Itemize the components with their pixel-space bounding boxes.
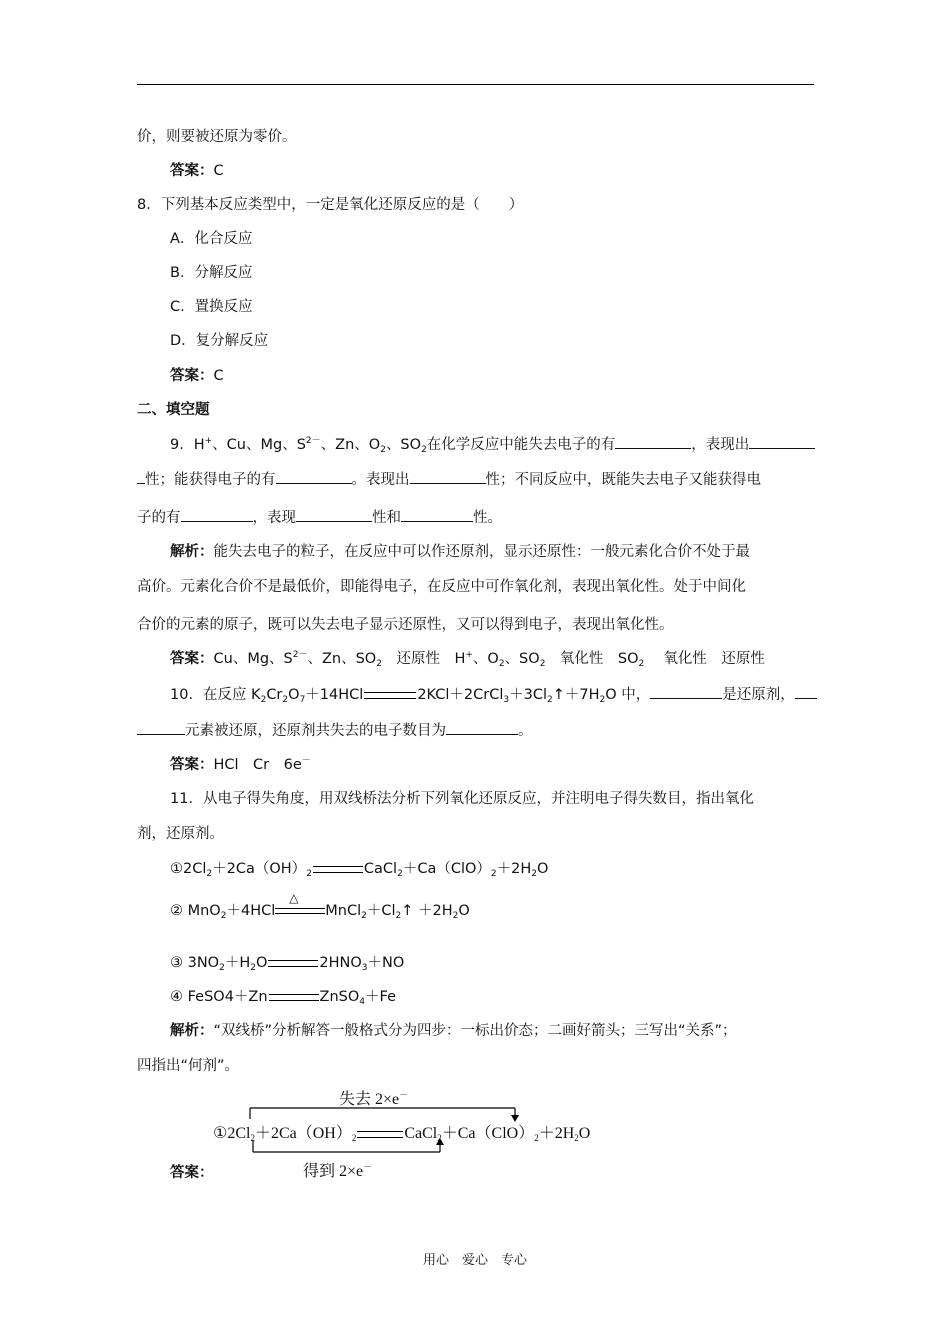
blank[interactable]: [615, 434, 691, 449]
q8-answer: 答案：C: [170, 368, 224, 384]
q9-analysis-2: 高价。元素化合价不是最低价，即能得电子，在反应中可作氧化剂，表现出氧化性。处于中间化: [137, 579, 746, 595]
q9-line3: 子的有 ，表现 性和 性。: [137, 507, 502, 528]
page-footer: 用心 爱心 专心: [422, 1253, 527, 1268]
equals-sign: [364, 692, 416, 699]
blank[interactable]: [181, 507, 253, 522]
blank[interactable]: [795, 684, 817, 699]
q10-answer: 答案：HCl Cr 6e－: [170, 756, 311, 773]
q10-line2: 元素被还原，还原剂共失去的电子数目为 。: [137, 720, 533, 741]
q8-stem: 8．下列基本反应类型中，一定是氧化还原反应的是（ ）: [137, 197, 524, 213]
q8-option-c: C．置换反应: [170, 299, 253, 315]
equals-sign: [269, 994, 319, 1001]
equals-sign: [357, 1131, 403, 1138]
q11-analysis-1: 解析：“双线桥”分析解答一般格式分为四步：一标出价态；二画好箭头；三写出“关系”；: [170, 1023, 737, 1039]
blank[interactable]: [137, 720, 185, 735]
heat-equals-sign: [275, 891, 325, 919]
double-bridge-diagram: [213, 1082, 633, 1187]
blank[interactable]: [410, 469, 486, 484]
q9-analysis-3: 合价的元素的原子，既可以失去电子显示还原性，又可以得到电子，表现出氧化性。: [137, 617, 674, 633]
blank[interactable]: [137, 469, 145, 484]
q11-analysis-2: 四指出“何剂”。: [137, 1058, 240, 1074]
intro-answer: 答案：C: [170, 163, 224, 179]
heat-triangle-icon: △: [289, 891, 299, 905]
header-rule: [137, 84, 814, 85]
section-title: 二、填空题: [137, 402, 210, 418]
q10-line1: 10．在反应 $K_2Cr_2O_7+14HCl$ $2KCl+2CrCl_3+3Cl_2↑+7H_2O$ 中， 是还原剂，: [170, 684, 817, 705]
q9-analysis-1: 解析：能失去电子的粒子，在反应中可以作还原剂，显示还原性：一般元素化合价不处于最: [170, 544, 750, 560]
blank[interactable]: [401, 507, 473, 522]
equals-sign: [313, 866, 363, 873]
lose-electrons-label: 失去 2×e－: [339, 1090, 409, 1108]
q8-option-b: B．分解反应: [170, 265, 253, 281]
q9-line2: 性；能获得电子的有 。表现出 性；不同反应中，既能失去电子又能获得电: [137, 469, 761, 490]
blank[interactable]: [276, 469, 352, 484]
blank[interactable]: [446, 720, 518, 735]
q11-stem-2: 剂，还原剂。: [137, 826, 224, 842]
gain-electrons-label: 得到 2×e－: [303, 1162, 373, 1180]
q11-stem-1: 11．从电子得失角度，用双线桥法分析下列氧化还原反应，并注明电子得失数目，指出氧化: [170, 791, 754, 807]
intro-text: 价，则要被还原为零价。: [137, 129, 297, 145]
blank[interactable]: [749, 434, 815, 449]
q9-line1: 9．H+、Cu、Mg、$S^{2-}$、Zn、$O_2$、$SO_2$在化学反应中能失去电子的有 ，表现出: [170, 434, 815, 455]
blank[interactable]: [650, 684, 722, 699]
diagram-equation: $①2Cl_2+2Ca(OH)_2$ $CaCl_2+Ca(ClO)_2+2H_2O$: [213, 1125, 591, 1143]
q11-reaction-1: $①2Cl_2+2Ca(OH)_2$ $CaCl_2+Ca(ClO)_2+2H_2O$: [170, 861, 549, 879]
q11-reaction-2: ② MnO$_2$＋4HCl △ $MnCl_2+Cl_2↑ +2H_2O$: [170, 901, 470, 921]
q11-reaction-3: ③ $3NO_2+H_2O$ $2HNO_3+NO$: [170, 955, 405, 973]
q8-option-d: D．复分解反应: [170, 333, 269, 349]
blank[interactable]: [296, 507, 372, 522]
equals-sign: [268, 960, 318, 967]
q11-reaction-4: ④ FeSO4＋Zn ZnSO$_4$＋Fe: [170, 989, 396, 1007]
q9-answer: 答案：Cu、Mg、$S^{2-}$、Zn、$SO_2$ 还原性 H+、$O_2$、$SO_2$ 氧化性 $SO_2$ 氧化性 还原性: [170, 650, 765, 669]
q11-answer-label: 答案：: [170, 1165, 214, 1181]
q8-option-a: A．化合反应: [170, 231, 253, 247]
